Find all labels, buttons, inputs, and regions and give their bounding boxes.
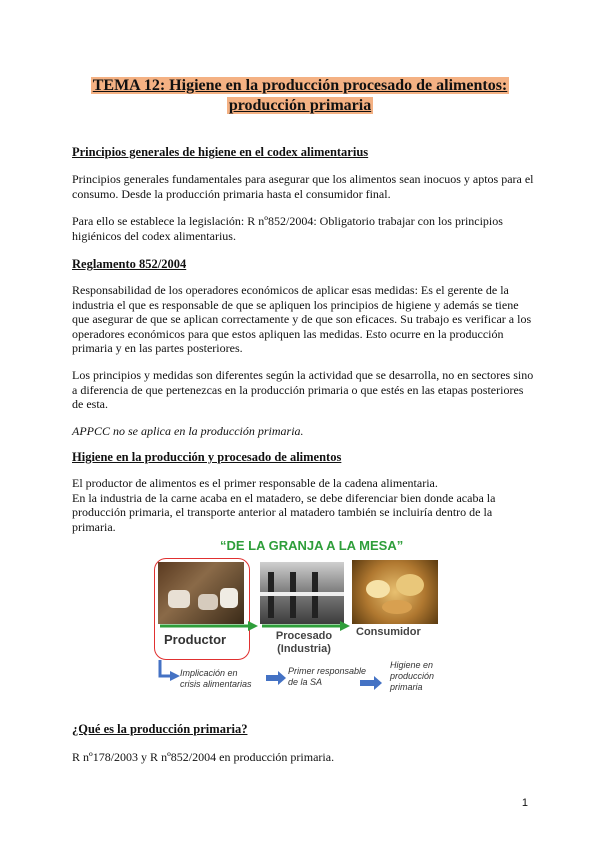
figure-banner: “DE LA GRANJA A LA MESA” — [220, 538, 404, 553]
section-heading-produccion-primaria: ¿Qué es la producción primaria? — [72, 722, 248, 736]
title-line-2: producción primaria — [228, 97, 372, 114]
note-primer-responsable — [288, 666, 366, 688]
paragraph — [72, 476, 534, 534]
paragraph: Responsabilidad de los operadores económicos de aplicar esas medidas: Es el gerente de la industria el que es responsable de que se apliquen los principios de higiene y además se tiene que asegurar de que se aplican correctamente y de que son eficaces. Su trabajo es verificar a los operadores económicos para que estos apliquen las medidas. Esto ocurre en la producción primaria y en las partes posteriores. — [72, 283, 532, 356]
stage-procesado-line: Procesado — [275, 630, 333, 642]
note-line: primaria — [390, 682, 423, 692]
note-line: de la SA — [288, 677, 323, 687]
stage-consumidor: Consumidor — [356, 626, 421, 638]
note-line: crisis alimentarias — [180, 679, 252, 689]
paragraph: Principios generales fundamentales para asegurar que los alimentos sean inocuos y aptos para el consumo. Desde la producción primaria hasta el consumidor final. — [72, 172, 534, 201]
note-higiene — [390, 660, 434, 693]
paragraph: R nº178/2003 y R nº852/2004 en producción primaria. — [72, 750, 335, 764]
stage-procesado — [268, 630, 340, 656]
note-line: Primer responsable — [288, 666, 367, 676]
page-number: 1 — [521, 797, 528, 809]
section-heading-reglamento: Reglamento 852/2004 — [72, 257, 187, 271]
note-line: Implicación en — [180, 668, 238, 678]
section-heading-higiene: Higiene en la producción y procesado de alimentos — [72, 450, 342, 464]
note-line: Higiene en — [390, 660, 434, 670]
paragraph-line: El productor de alimentos es el primer responsable de la cadena alimentaria. — [72, 476, 438, 490]
section-heading-codex: Principios generales de higiene en el codex alimentarius — [72, 145, 369, 159]
paragraph: Para ello se establece la legislación: R nº852/2004: Obligatorio trabajar con los principios higiénicos del codex alimentarius. — [72, 214, 503, 243]
farm-to-table-figure — [150, 538, 450, 698]
paragraph: Los principios y medidas son diferentes según la actividad que se desarrolla, no en sectores sino a diferencia de que pertenezcas en la producción primaria o que estés en las etapas posteriores de esta. — [72, 368, 534, 412]
note-line: producción — [390, 671, 435, 681]
paragraph-line: En la industria de la carne acaba en el matadero, se debe diferenciar bien donde acaba la producción primaria, el transporte anterior al matadero también se incluiría dentro de la primaria. — [72, 490, 496, 534]
page-title — [0, 76, 600, 116]
paragraph-italic: APPCC no se aplica en la producción primaria. — [72, 424, 304, 438]
title-line-1: TEMA 12: Higiene en la producción procesado de alimentos: — [92, 77, 508, 94]
stage-procesado-line: (Industria) — [277, 643, 331, 655]
stage-productor: Productor — [164, 632, 227, 647]
note-implicacion — [180, 668, 252, 690]
